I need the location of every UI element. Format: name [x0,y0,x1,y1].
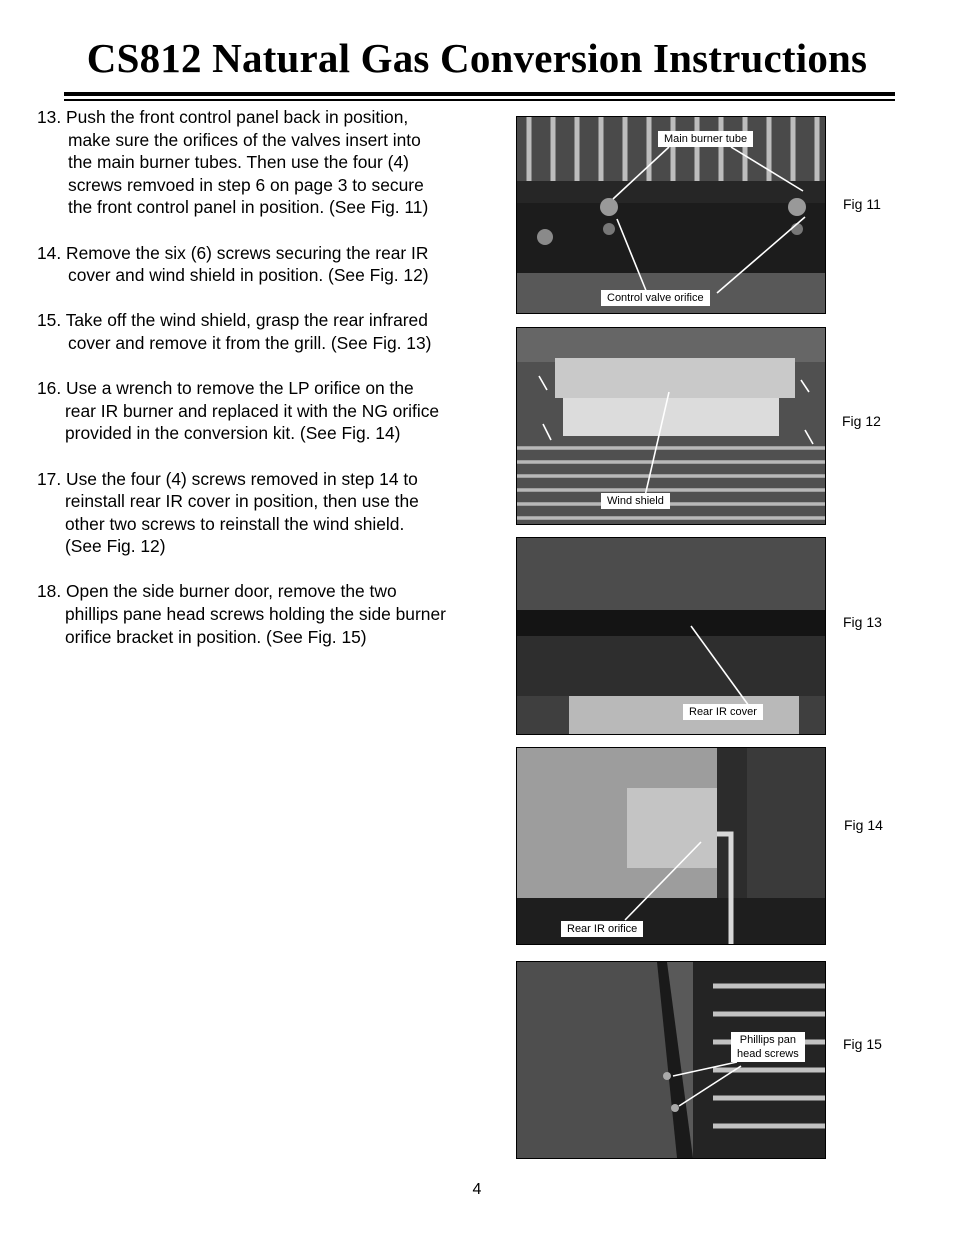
fig14-caption: Fig 14 [844,817,883,833]
step-line: the main burner tubes. Then use the four (4) [68,152,409,173]
fig15-label-line: Phillips pan [739,1034,797,1046]
figure-13-photo [516,537,826,735]
step-13 [37,106,497,219]
instruction-steps [37,106,497,671]
step-14 [37,242,497,287]
figure-14-photo [516,747,826,945]
step-line: phillips pane head screws holding the side burner [65,604,446,625]
fig11-caption: Fig 11 [843,196,881,212]
fig14-label-rear-ir-orifice: Rear IR orifice [561,921,643,937]
figure-12-photo [516,327,826,525]
fig11-label-control-valve-orifice: Control valve orifice [601,290,710,306]
fig13-caption: Fig 13 [843,614,882,630]
fig15-label-line: head screws [737,1048,799,1060]
step-line: 17. Use the four (4) screws removed in step 14 to [37,468,418,489]
step-line: the front control panel in position. (See Fig. 11) [68,197,429,218]
step-line: provided in the conversion kit. (See Fig. 14) [65,423,401,444]
step-line: 13. Push the front control panel back in position, [37,107,409,127]
figure-11-photo [516,116,826,314]
fig15-caption: Fig 15 [843,1036,882,1052]
step-17 [37,468,497,558]
title-rule-thick [64,92,895,96]
step-line: orifice bracket in position. (See Fig. 15) [65,626,367,647]
step-line: cover and remove it from the grill. (See Fig. 13) [68,332,432,353]
step-line: 14. Remove the six (6) screws securing the rear IR [37,242,429,263]
step-line: 16. Use a wrench to remove the LP orifice on the [37,378,414,399]
title-rule-thin [64,99,895,101]
figure-15-photo [516,961,826,1159]
step-line: other two screws to reinstall the wind shield. [65,513,405,534]
step-line: rear IR burner and replaced it with the NG orifice [65,400,440,421]
step-line: (See Fig. 12) [65,536,166,557]
step-line: cover and wind shield in position. (See Fig. 12) [68,265,429,286]
fig12-label-wind-shield: Wind shield [601,493,670,509]
step-line: reinstall rear IR cover in position, then use the [65,491,419,512]
fig12-caption: Fig 12 [842,413,881,429]
step-line: make sure the orifices of the valves insert into [68,129,421,150]
fig15-label-phillips-pan-head-screws [731,1032,805,1062]
page-number: 4 [472,1181,482,1198]
fig13-label-rear-ir-cover: Rear IR cover [683,704,763,720]
step-16 [37,377,497,445]
step-line: 15. Take off the wind shield, grasp the rear infrared [37,310,428,331]
page-title: CS812 Natural Gas Conversion Instructions [86,35,868,81]
step-15 [37,309,497,354]
fig11-label-main-burner-tube: Main burner tube [658,131,753,147]
step-line: 18. Open the side burner door, remove the two [37,581,397,602]
step-18 [37,580,497,648]
step-line: screws remvoed in step 6 on page 3 to secure [68,174,424,195]
